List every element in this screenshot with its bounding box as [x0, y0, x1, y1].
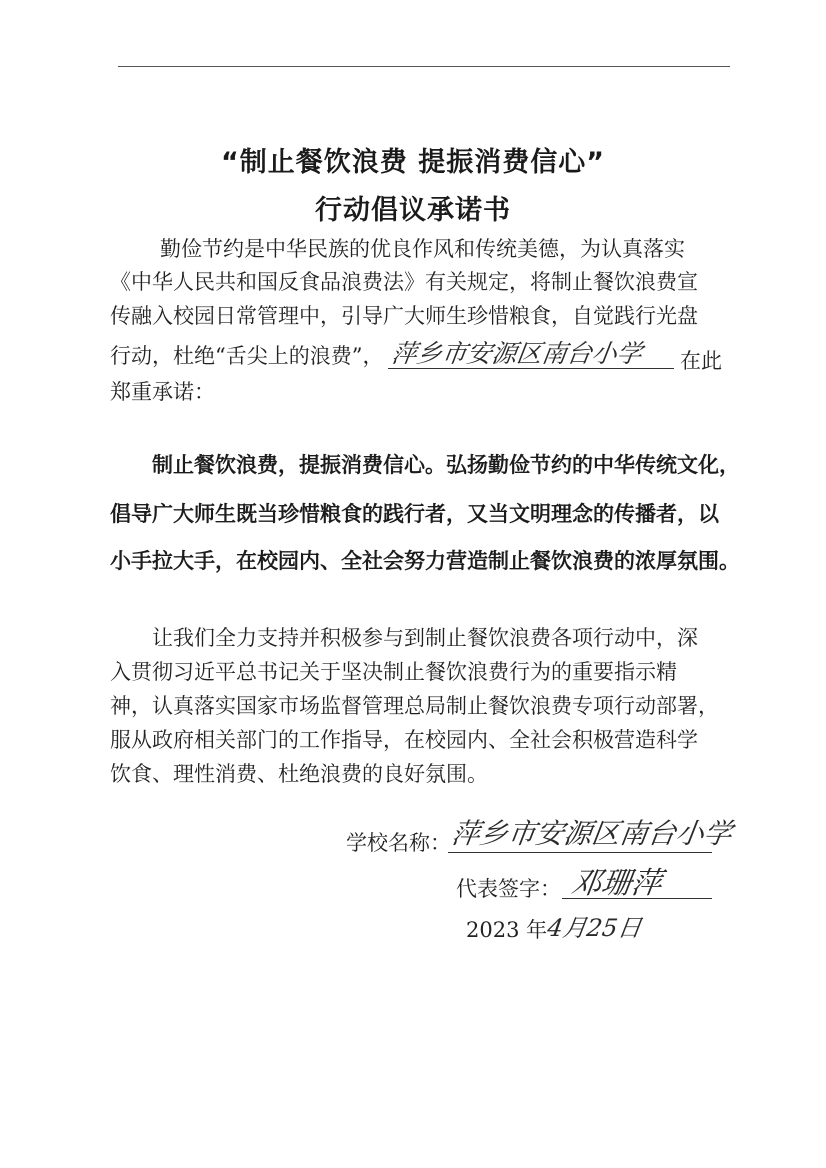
document-title-line1: “制止餐饮浪费 提振消费信心”: [221, 147, 605, 178]
top-rule: [118, 66, 730, 67]
intro-line-4-suffix: 在此: [680, 349, 722, 373]
closing-line-2: 入贯彻习近平总书记关于坚决制止餐饮浪费行为的重要指示精: [110, 660, 677, 684]
handwritten-date: 4月25日: [545, 914, 644, 942]
closing-line-5: 饮食、理性消费、杜绝浪费的良好氛围。: [110, 762, 488, 786]
school-name-label: 学校名称：: [346, 831, 451, 855]
handwritten-school-name: 萍乡市安源区南台小学: [449, 817, 735, 850]
intro-line-1: 勤俭节约是中华民族的优良作风和传统美德，为认真落实: [160, 237, 685, 261]
intro-line-3: 传融入校园日常管理中，引导广大师生珍惜粮食，自觉践行光盘: [110, 304, 698, 328]
document-title-line2: 行动倡议承诺书: [315, 195, 511, 226]
intro-line-5: 郑重承诺：: [110, 380, 215, 404]
school-name-underline: [448, 852, 712, 853]
signature-underline: [562, 898, 712, 899]
handwritten-signature: 邓珊萍: [569, 866, 664, 901]
handwritten-school-name-inline: 萍乡市安源区南台小学: [389, 339, 644, 368]
closing-line-1: 让我们全力支持并积极参与到制止餐饮浪费各项行动中，深: [152, 626, 698, 650]
closing-line-4: 服从政府相关部门的工作指导，在校园内、全社会积极营造科学: [110, 728, 698, 752]
intro-line-4-prefix: 行动，杜绝“舌尖上的浪费”，: [110, 344, 384, 368]
pledge-line-1: 制止餐饮浪费，提振消费信心。弘扬勤俭节约的中华传统文化，: [152, 453, 740, 477]
pledge-line-2: 倡导广大师生既当珍惜粮食的践行者，又当文明理念的传播者，以: [110, 502, 719, 526]
date-year: 2023 年: [466, 918, 548, 942]
representative-label: 代表签字：: [456, 877, 561, 901]
pledge-line-3: 小手拉大手，在校园内、全社会努力营造制止餐饮浪费的浓厚氛围。: [110, 549, 740, 573]
fill-in-underline: [388, 368, 674, 369]
closing-line-3: 神，认真落实国家市场监督管理总局制止餐饮浪费专项行动部署，: [110, 694, 719, 718]
intro-line-2: 《中华人民共和国反食品浪费法》有关规定，将制止餐饮浪费宣: [110, 270, 698, 294]
